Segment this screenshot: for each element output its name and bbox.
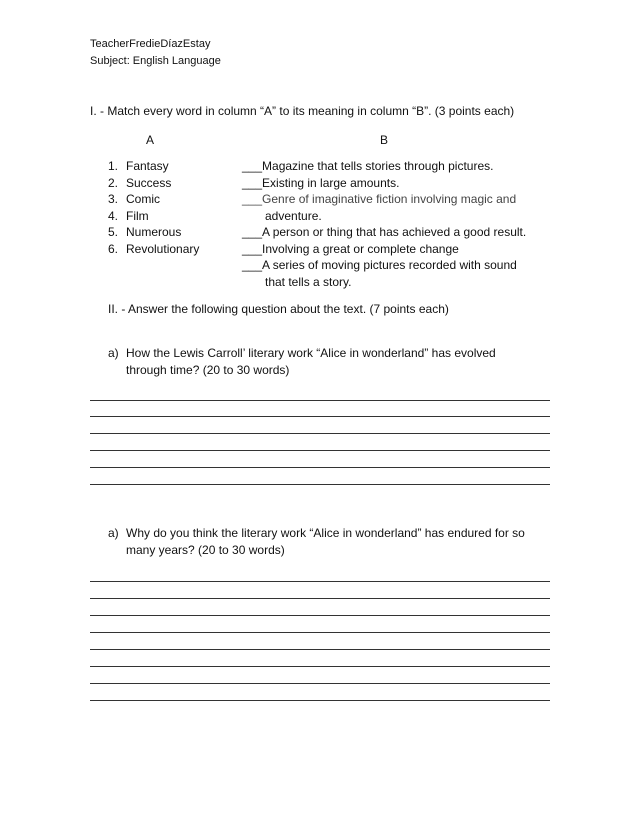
column-a-number: 6.	[108, 242, 119, 256]
part2-instruction: II. - Answer the following question about the text. (7 points each)	[108, 302, 449, 316]
column-a-number: 2.	[108, 176, 119, 190]
column-a-number: 1.	[108, 159, 119, 173]
column-b-heading: B	[380, 133, 389, 147]
answer-line[interactable]	[90, 400, 550, 401]
column-a-number: 5.	[108, 225, 119, 239]
column-b-definition: ___Magazine that tells stories through pictures.	[242, 159, 494, 173]
column-a-number: 4.	[108, 209, 119, 223]
answer-line[interactable]	[90, 433, 550, 434]
question-2-text-continued: many years? (20 to 30 words)	[126, 543, 285, 557]
column-b-definition: ___Genre of imaginative fiction involving magic and	[242, 192, 517, 206]
answer-line[interactable]	[90, 700, 550, 701]
answer-line[interactable]	[90, 632, 550, 633]
answer-line[interactable]	[90, 666, 550, 667]
column-b-definition-continued: adventure.	[265, 209, 322, 223]
question-1-text: How the Lewis Carroll’ literary work “Alice in wonderland” has evolved	[126, 346, 496, 360]
column-a-word: Success	[126, 176, 172, 190]
subject-line: Subject: English Language	[90, 55, 221, 67]
column-a-number: 3.	[108, 192, 119, 206]
answer-line[interactable]	[90, 649, 550, 650]
column-a-heading: A	[146, 133, 155, 147]
question-2-text: Why do you think the literary work “Alice in wonderland” has endured for so	[126, 526, 525, 540]
column-a-word: Film	[126, 209, 149, 223]
column-b-definition: ___Existing in large amounts.	[242, 176, 400, 190]
answer-line[interactable]	[90, 484, 550, 485]
column-b-definition-continued: that tells a story.	[265, 275, 352, 289]
answer-line[interactable]	[90, 683, 550, 684]
question-1-text-continued: through time? (20 to 30 words)	[126, 363, 290, 377]
answer-line[interactable]	[90, 416, 550, 417]
answer-line[interactable]	[90, 581, 550, 582]
answer-line[interactable]	[90, 450, 550, 451]
column-b-definition: ___A person or thing that has achieved a good result.	[242, 225, 527, 239]
question-label: a)	[108, 526, 119, 540]
answer-line[interactable]	[90, 467, 550, 468]
column-a-word: Fantasy	[126, 159, 169, 173]
column-a-word: Comic	[126, 192, 161, 206]
question-label: a)	[108, 346, 119, 360]
column-a-word: Revolutionary	[126, 242, 200, 256]
part1-instruction: I. - Match every word in column “A” to its meaning in column “B”. (3 points each)	[90, 104, 515, 118]
column-a-word: Numerous	[126, 225, 182, 239]
answer-line[interactable]	[90, 615, 550, 616]
teacher-name: TeacherFredieDíazEstay	[90, 38, 211, 50]
column-b-definition: ___A series of moving pictures recorded with sound	[242, 258, 517, 272]
answer-line[interactable]	[90, 598, 550, 599]
column-b-definition: ___Involving a great or complete change	[242, 242, 459, 256]
